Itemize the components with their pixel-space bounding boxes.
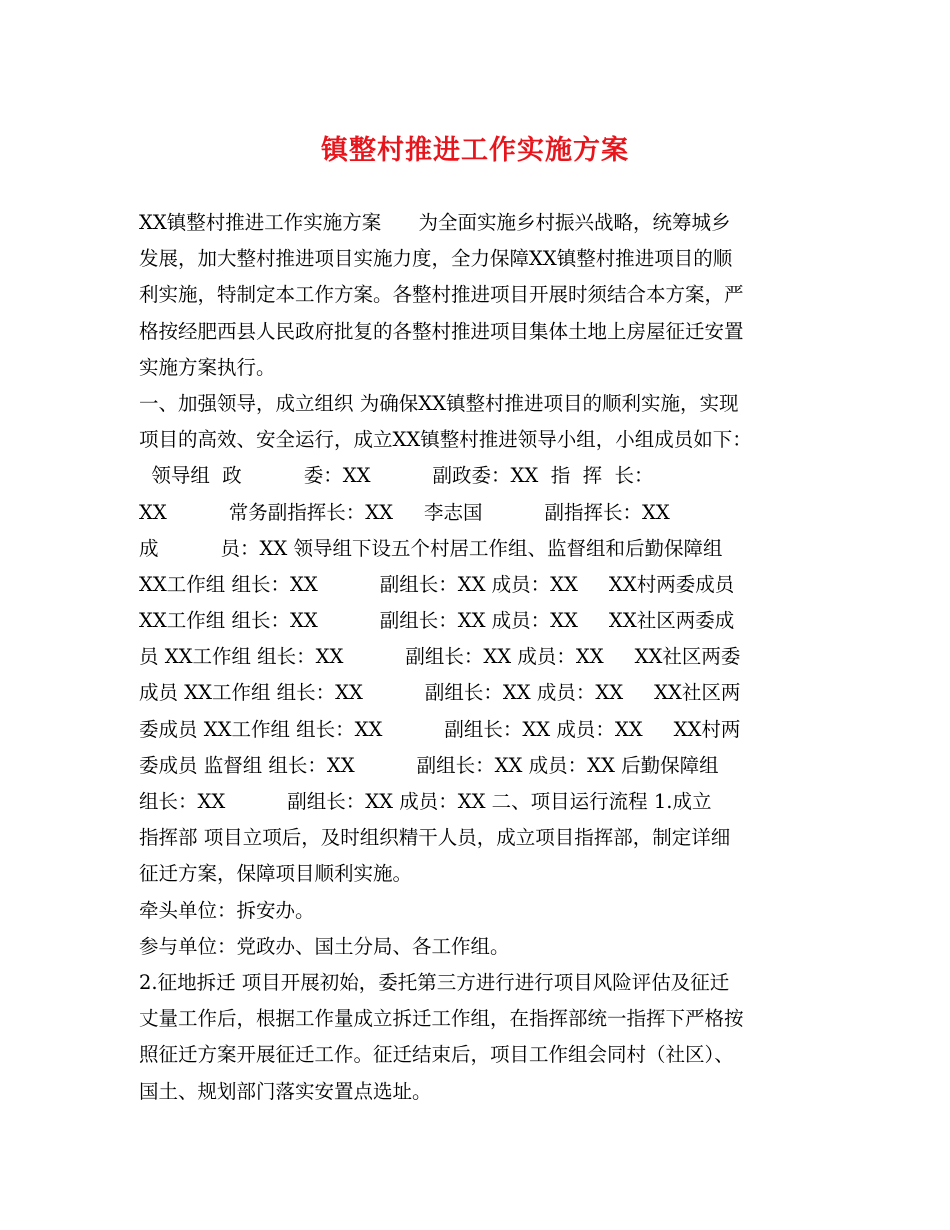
text-line: 发展，加大整村推进项目实施力度，全力保障XX镇整村推进项目的顺 [139, 247, 733, 271]
text-line: 项目的高效、安全运行，成立XX镇整村推进领导小组，小组成员如下： [139, 428, 752, 452]
text-line: XX镇整村推进工作实施方案 为全面实施乡村振兴战略，统筹城乡 [139, 211, 731, 234]
text-line: XX 常务副指挥长：XX 李志国 副指挥长：XX [139, 500, 670, 524]
document-title: 镇整村推进工作实施方案 [321, 135, 629, 166]
text-line: XX工作组 组长：XX 副组长：XX 成员：XX XX村两委成员 [139, 572, 735, 596]
text-line: 成 员：XX 领导组下设五个村居工作组、监督组和后勤保障组 [139, 536, 723, 560]
text-line: 委成员 XX工作组 组长：XX 副组长：XX 成员：XX XX村两 [139, 717, 741, 741]
text-line: 格按经肥西县人民政府批复的各整村推进项目集体土地上房屋征迁安置 [139, 319, 744, 343]
text-line: 一、加强领导，成立组织 为确保XX镇整村推进项目的顺利实施，实现 [139, 391, 739, 415]
text-line: 照征迁方案开展征迁工作。征迁结束后，项目工作组会同村（社区）、 [139, 1043, 734, 1067]
text-line: 参与单位：党政办、国土分局、各工作组。 [139, 934, 510, 958]
text-line: XX工作组 组长：XX 副组长：XX 成员：XX XX社区两委成 [139, 609, 735, 633]
text-line: 员 XX工作组 组长：XX 副组长：XX 成员：XX XX社区两委 [139, 645, 741, 669]
text-line: 领导组 政 委：XX 副政委：XX 指 挥 长： [139, 464, 654, 488]
text-line: 征迁方案，保障项目顺利实施。 [139, 862, 413, 886]
text-line: 实施方案执行。 [139, 355, 276, 379]
text-line: 组长：XX 副组长：XX 成员：XX 二、项目运行流程 1.成立 [139, 790, 712, 813]
text-line: 牵头单位：拆安办。 [139, 898, 315, 922]
text-line: 利实施，特制定本工作方案。各整村推进项目开展时须结合本方案，严 [139, 283, 744, 307]
text-line: 丈量工作后，根据工作量成立拆迁工作组，在指挥部统一指挥下严格按 [139, 1007, 744, 1031]
text-line: 委成员 监督组 组长：XX 副组长：XX 成员：XX 后勤保障组 [139, 753, 719, 777]
text-line: 成员 XX工作组 组长：XX 副组长：XX 成员：XX XX社区两 [139, 681, 741, 705]
text-line: 指挥部 项目立项后，及时组织精干人员，成立项目指挥部，制定详细 [139, 826, 731, 850]
document-body [139, 205, 819, 1110]
text-line: 国土、规划部门落实安置点选址。 [139, 1079, 432, 1103]
text-line: 2.征地拆迁 项目开展初始，委托第三方进行进行项目风险评估及征迁 [139, 970, 730, 994]
